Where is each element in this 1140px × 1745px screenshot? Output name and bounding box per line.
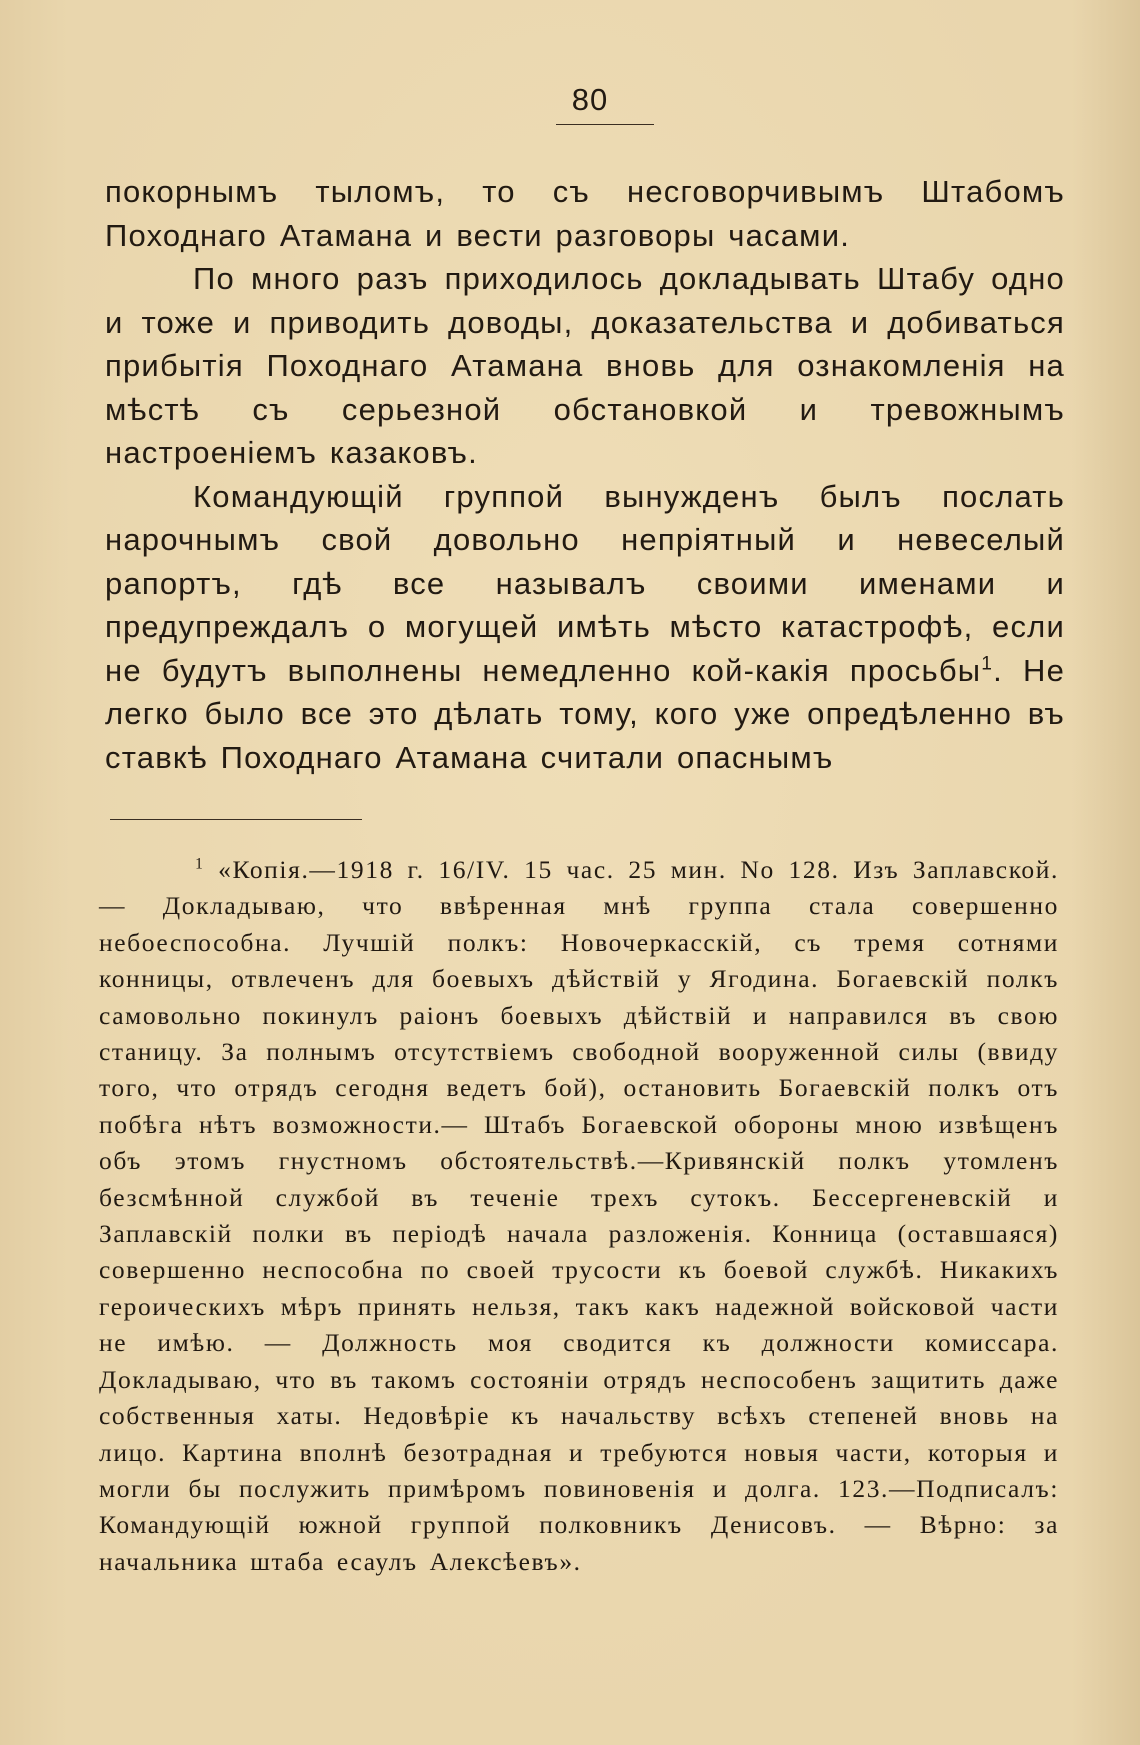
- footnote-separator: [110, 819, 362, 820]
- footnote-text: «Копія.—1918 г. 16/IV. 15 час. 25 мин. No 128. Изъ Заплавской. — Докладываю, что ввѣренная мнѣ группа стала совершенно небоеспособна. Лучшій полкъ: Новочеркасскій, съ тремя сотнями конницы, отвлеченъ для боевыхъ дѣйствій у Ягодина. Богаевскій полкъ самовольно покинулъ раіонъ боевыхъ дѣйствій и направился въ свою станицу. За полнымъ отсутствіемъ свободной вооруженной силы (ввиду того, что отрядъ сегодня ведетъ бой), остановить Богаевскій полкъ отъ побѣга нѣтъ возможности.— Штабъ Богаевской обороны мною извѣщенъ объ этомъ гнустномъ обстоятельствѣ.—Кривянскій полкъ утомленъ безсмѣнной службой въ теченіе трехъ сутокъ. Бессергеневскій и Заплавскій полки въ періодѣ начала разложенія. Конница (оставшаяся) совершенно неспособна по своей трусости къ боевой службѣ. Никакихъ героическихъ мѣръ принять нельзя, такъ какъ надежной войсковой части не имѣю. — Должность моя сводится къ должности комиссара. Докладываю, что въ такомъ состояніи отрядъ неспособенъ защитить даже собственныя хаты. Недовѣріе къ начальству всѣхъ степеней вновь на лицо. Картина вполнѣ безотрадная и требуются новыя части, которыя и могли бы послужить примѣромъ повиновенія и долга. 123.—Подписалъ: Командующій южной группой полковникъ Денисовъ. — Вѣрно: за начальника штаба есаулъ Алексѣевъ».: [99, 855, 1059, 1576]
- footnote-marker: 1: [195, 855, 205, 873]
- footnote-reference: 1: [981, 653, 994, 675]
- paragraph-1: покорнымъ тыломъ, то съ несговорчивымъ Штабомъ Походнаго Атамана и вести разговоры часами.: [105, 174, 1065, 253]
- paragraph-3-continuation: . Не легко было все это дѣлать тому, кого уже опредѣленно въ ставкѣ Походнаго Атамана считали опаснымъ: [105, 652, 1066, 775]
- paragraph-3: [105, 475, 1065, 780]
- paragraph-2: По много разъ приходилось докладывать Штабу одно и тоже и приводить доводы, доказательства и добиваться прибытія Походнаго Атамана вновь для ознакомленія на мѣстѣ съ серьезной обстановкой и тревожнымъ настроеніемъ казаковъ.: [105, 261, 1065, 470]
- page-number: 80: [571, 82, 609, 117]
- paragraph-3-text: Командующій группой вынужденъ былъ послать нарочнымъ свой довольно непріятный и невеселый рапортъ, гдѣ все называлъ своими именами и предупреждалъ о могущей имѣть мѣсто катастрофѣ, если не будутъ выполнены немедленно кой-какія просьбы: [105, 478, 1065, 688]
- page-number-rule: [556, 124, 654, 125]
- main-text: [105, 170, 1065, 779]
- footnote: [99, 852, 1059, 1580]
